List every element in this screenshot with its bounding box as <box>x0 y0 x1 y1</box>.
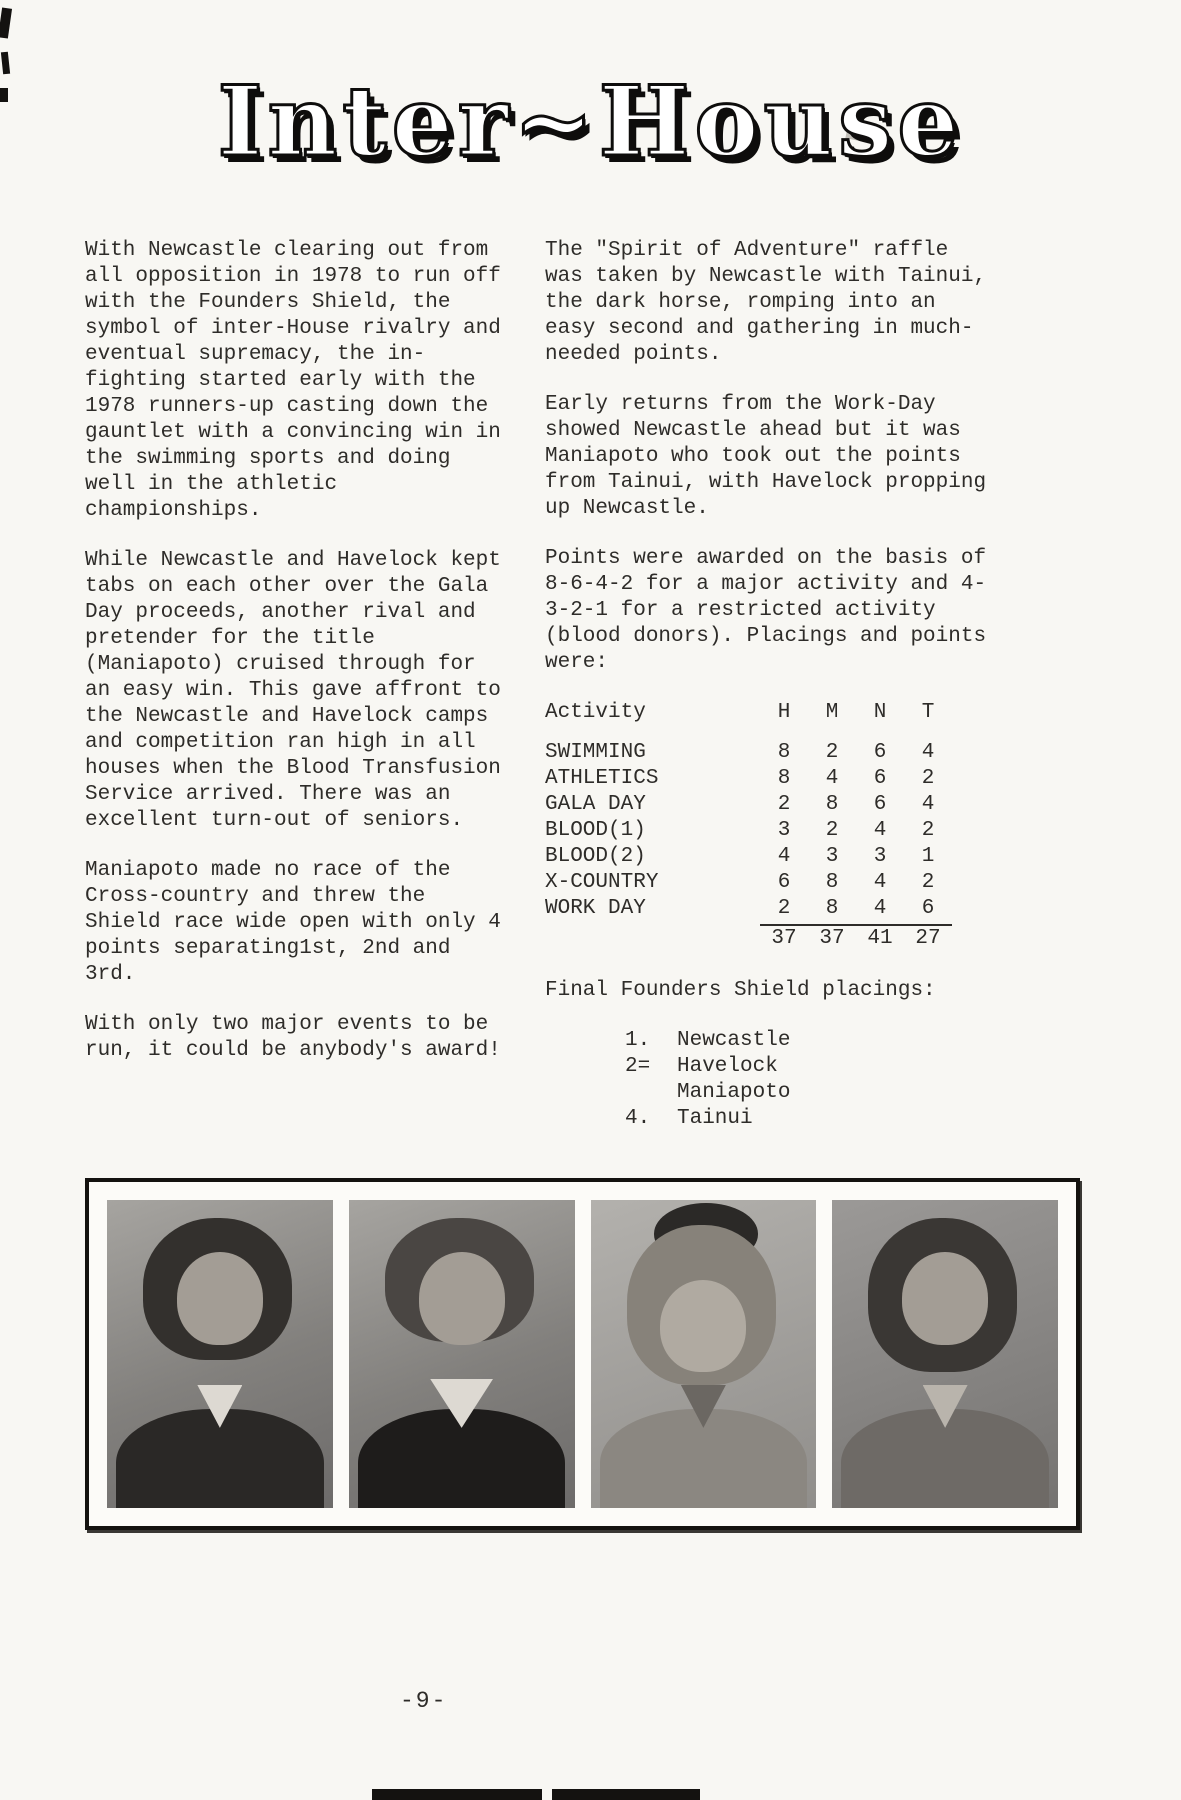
table-row <box>545 870 993 896</box>
header-house-n: N <box>873 701 887 724</box>
header-house-h: H <box>777 701 791 724</box>
total-cell: 37 <box>808 924 856 952</box>
placing-name: Maniapoto <box>677 1081 791 1104</box>
student-portrait-2 <box>349 1200 575 1508</box>
activity-label: BLOOD(1) <box>545 819 646 842</box>
points-cell: 6 <box>777 871 791 894</box>
student-portrait-3 <box>591 1200 817 1508</box>
page-number: -9- <box>400 1688 448 1714</box>
points-cell: 2 <box>825 819 839 842</box>
activity-label: BLOOD(2) <box>545 845 646 868</box>
points-cell: 6 <box>873 767 887 790</box>
points-cell: 2 <box>921 767 935 790</box>
activity-label: SWIMMING <box>545 741 646 764</box>
points-cell: 6 <box>921 897 935 920</box>
paragraph: The "Spirit of Adventure" raffle was taken by Newcastle with Tainui, the dark horse, romping into an easy second and gathering in much-needed points. <box>545 239 987 366</box>
points-cell: 2 <box>921 819 935 842</box>
points-cell: 8 <box>825 793 839 816</box>
points-cell: 4 <box>921 741 935 764</box>
points-cell: 2 <box>777 897 791 920</box>
placing-rank: 1. <box>625 1029 651 1052</box>
points-table <box>545 700 993 952</box>
points-table-header <box>545 700 993 726</box>
points-cell: 4 <box>777 845 791 868</box>
points-cell: 2 <box>921 871 935 894</box>
table-row <box>545 766 993 792</box>
table-row <box>545 844 993 870</box>
points-cell: 6 <box>873 741 887 764</box>
header-activity: Activity <box>545 701 646 724</box>
points-cell: 8 <box>825 897 839 920</box>
list-item <box>625 1106 993 1132</box>
points-cell: 2 <box>777 793 791 816</box>
points-cell: 4 <box>873 871 887 894</box>
scan-artifact <box>552 1789 700 1800</box>
scan-artifact <box>0 7 12 38</box>
activity-label: ATHLETICS <box>545 767 659 790</box>
points-cell: 8 <box>825 871 839 894</box>
face-shape <box>419 1252 505 1344</box>
activity-label: GALA DAY <box>545 793 646 816</box>
paragraph: Maniapoto made no race of the Cross-country and threw the Shield race wide open with only 4 points separating1st, 2nd and 3rd. <box>85 859 501 986</box>
scan-artifact <box>372 1789 542 1800</box>
points-cell: 4 <box>825 767 839 790</box>
right-column <box>545 238 993 1132</box>
paragraph: Early returns from the Work-Day showed Newcastle ahead but it was Maniapoto who took out the points from Tainui, with Havelock propping up Newcastle. <box>545 393 987 520</box>
activity-label: X-COUNTRY <box>545 871 659 894</box>
activity-label: WORK DAY <box>545 897 646 920</box>
total-cell: 37 <box>760 924 808 952</box>
points-cell: 2 <box>825 741 839 764</box>
left-column <box>85 238 513 1088</box>
face-shape <box>902 1252 988 1344</box>
face-shape <box>660 1280 746 1372</box>
face-shape <box>177 1252 263 1344</box>
points-cell: 6 <box>873 793 887 816</box>
header-house-t: T <box>921 701 935 724</box>
placing-name: Tainui <box>677 1107 753 1130</box>
placing-name: Newcastle <box>677 1029 791 1052</box>
total-cell: 27 <box>904 924 952 952</box>
table-row <box>545 792 993 818</box>
points-cell: 1 <box>921 845 935 868</box>
student-portrait-1 <box>107 1200 333 1508</box>
table-row <box>545 740 993 766</box>
totals-row <box>545 922 993 952</box>
points-cell: 4 <box>873 819 887 842</box>
paragraph: With Newcastle clearing out from all opposition in 1978 to run off with the Founders Shield, the symbol of inter-House rivalry and eventual supremacy, the in-fighting started early with the 1978 runners-up casting down the gauntlet with a convincing win in the swimming sports and doing well in the athletic championships. <box>85 239 501 522</box>
paragraph: With only two major events to be run, it could be anybody's award! <box>85 1013 501 1062</box>
points-cell: 8 <box>777 767 791 790</box>
list-item <box>625 1028 993 1054</box>
points-cell: 4 <box>873 897 887 920</box>
paragraph: While Newcastle and Havelock kept tabs on each other over the Gala Day proceeds, another rival and pretender for the title (Maniapoto) cruised through for an easy win. This gave affront to the Newcastle and Havelock camps and competition ran high in all houses when the Blood Transfusion Service arrived. There was an excellent turn-out of seniors. <box>85 549 501 832</box>
placing-name: Havelock <box>677 1055 778 1078</box>
student-portrait-4 <box>832 1200 1058 1508</box>
list-item <box>625 1054 993 1080</box>
list-item <box>625 1080 993 1106</box>
points-cell: 3 <box>777 819 791 842</box>
placing-rank <box>625 1080 677 1106</box>
points-cell: 3 <box>825 845 839 868</box>
placings-heading: Final Founders Shield placings: <box>545 979 936 1002</box>
table-row <box>545 818 993 844</box>
total-cell: 41 <box>856 924 904 952</box>
placings-list <box>625 1028 993 1132</box>
paragraph: Points were awarded on the basis of 8-6-4-2 for a major activity and 4-3-2-1 for a restricted activity (blood donors). Placings and points were: <box>545 547 987 674</box>
points-cell: 8 <box>777 741 791 764</box>
header-house-m: M <box>825 701 839 724</box>
points-cell: 3 <box>873 845 887 868</box>
photo-strip <box>85 1178 1080 1530</box>
page-title: Inter~House <box>217 65 964 178</box>
points-cell: 4 <box>921 793 935 816</box>
placing-rank: 4. <box>625 1107 651 1130</box>
scan-artifact <box>1 52 10 75</box>
placing-rank: 2= <box>625 1055 651 1078</box>
table-row <box>545 896 993 922</box>
